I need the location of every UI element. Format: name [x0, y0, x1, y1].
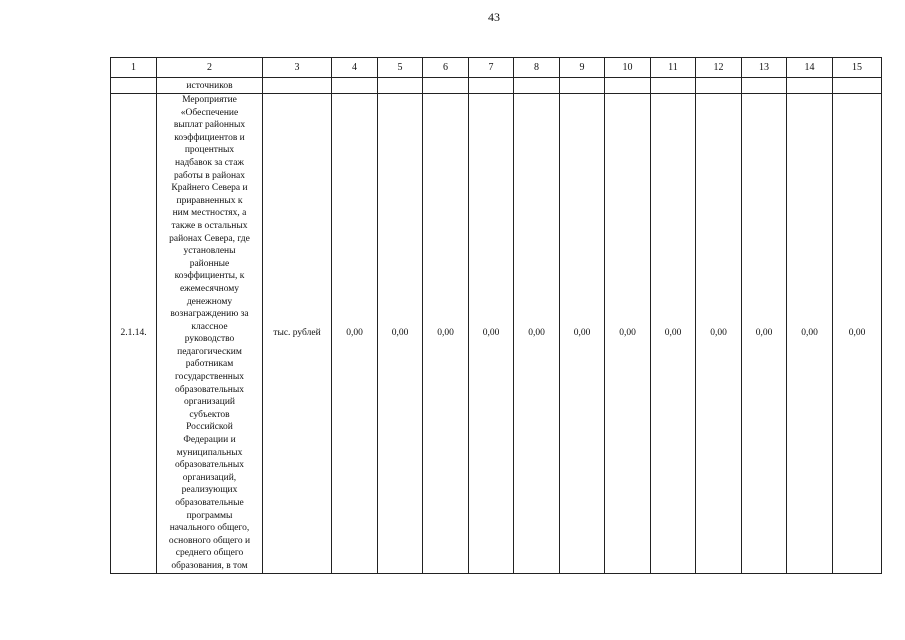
description-line: работникам — [185, 359, 234, 370]
description-line: коэффициентов и — [174, 132, 245, 143]
column-number: 5 — [378, 58, 423, 78]
continuation-row — [111, 78, 882, 94]
description-line: основного общего и — [168, 535, 251, 546]
row-description — [157, 94, 263, 574]
description-line: Мероприятие — [182, 95, 237, 105]
column-number: 12 — [696, 58, 742, 78]
description-line: образовательных — [175, 460, 244, 471]
value-cell: 0,00 — [742, 94, 787, 574]
description-line: денежному — [186, 296, 233, 307]
empty-cell — [111, 78, 157, 94]
empty-cell — [514, 78, 560, 94]
value-cell: 0,00 — [378, 94, 423, 574]
description-line: программы — [186, 510, 233, 521]
description-line: реализующих — [181, 485, 238, 496]
description-line: организаций — [183, 397, 235, 408]
description-line: процентных — [184, 145, 235, 156]
description-line: образовательных — [175, 384, 244, 395]
column-number: 10 — [605, 58, 651, 78]
column-number: 9 — [560, 58, 605, 78]
description-line: районах Севера, где — [169, 233, 250, 244]
description-line: классное — [191, 321, 228, 332]
description-line: вознаграждению за — [170, 309, 249, 320]
value-cell: 0,00 — [651, 94, 696, 574]
value-cell: 0,00 — [423, 94, 469, 574]
description-line: Федерации и — [183, 435, 236, 446]
description-line: ежемесячному — [179, 283, 240, 294]
description-line: субъектов — [189, 409, 230, 420]
column-number: 1 — [111, 58, 157, 78]
empty-cell — [423, 78, 469, 94]
budget-table — [110, 57, 882, 574]
description-line: районные — [189, 258, 230, 269]
description-line: приравненных к — [176, 195, 243, 206]
value-cell: 0,00 — [605, 94, 651, 574]
column-number: 6 — [423, 58, 469, 78]
value-cell: 0,00 — [514, 94, 560, 574]
description-line: руководство — [184, 334, 235, 345]
value-cell: 0,00 — [787, 94, 833, 574]
description-line: Российской — [186, 422, 233, 433]
description-line: также в остальных — [171, 220, 248, 231]
description-line: педагогическим — [177, 346, 242, 357]
column-number-row — [111, 58, 882, 78]
description-line: организаций, — [182, 472, 237, 483]
column-number: 4 — [332, 58, 378, 78]
value-cell: 0,00 — [332, 94, 378, 574]
empty-cell — [696, 78, 742, 94]
description-line: ним местностях, а — [172, 208, 247, 219]
value-cell: 0,00 — [560, 94, 605, 574]
column-number: 8 — [514, 58, 560, 78]
description-line: выплат районных — [173, 120, 246, 131]
empty-cell — [605, 78, 651, 94]
empty-cell — [833, 78, 882, 94]
column-number: 14 — [787, 58, 833, 78]
column-number: 3 — [263, 58, 332, 78]
description-line: муниципальных — [176, 447, 243, 458]
description-line: образования, в том — [171, 560, 248, 571]
description-line: среднего общего — [175, 548, 244, 559]
description-line: надбавок за стаж — [175, 157, 244, 168]
description-line: Крайнего Севера и — [171, 183, 248, 194]
column-number: 11 — [651, 58, 696, 78]
column-number: 7 — [469, 58, 514, 78]
value-cell: 0,00 — [469, 94, 514, 574]
description-line: начального общего, — [169, 523, 250, 534]
description-line: работы в районах — [173, 170, 246, 181]
description-line: государственных — [174, 372, 244, 383]
continuation-text: источников — [157, 78, 263, 94]
column-number: 15 — [833, 58, 882, 78]
value-cell: 0,00 — [833, 94, 882, 574]
empty-cell — [332, 78, 378, 94]
value-cell: 0,00 — [696, 94, 742, 574]
row-code: 2.1.14. — [111, 94, 157, 574]
description-line: установлены — [183, 246, 236, 257]
table-row — [111, 94, 882, 574]
column-number: 13 — [742, 58, 787, 78]
description-line: «Обеспечение — [180, 107, 239, 118]
description-line: образовательные — [175, 498, 244, 508]
empty-cell — [469, 78, 514, 94]
page-number: 43 — [488, 10, 500, 24]
empty-cell — [378, 78, 423, 94]
empty-cell — [263, 78, 332, 94]
empty-cell — [787, 78, 833, 94]
column-number: 2 — [157, 58, 263, 78]
unit-cell: тыс. рублей — [263, 94, 332, 574]
empty-cell — [651, 78, 696, 94]
description-line: коэффициенты, к — [174, 271, 245, 282]
empty-cell — [742, 78, 787, 94]
empty-cell — [560, 78, 605, 94]
